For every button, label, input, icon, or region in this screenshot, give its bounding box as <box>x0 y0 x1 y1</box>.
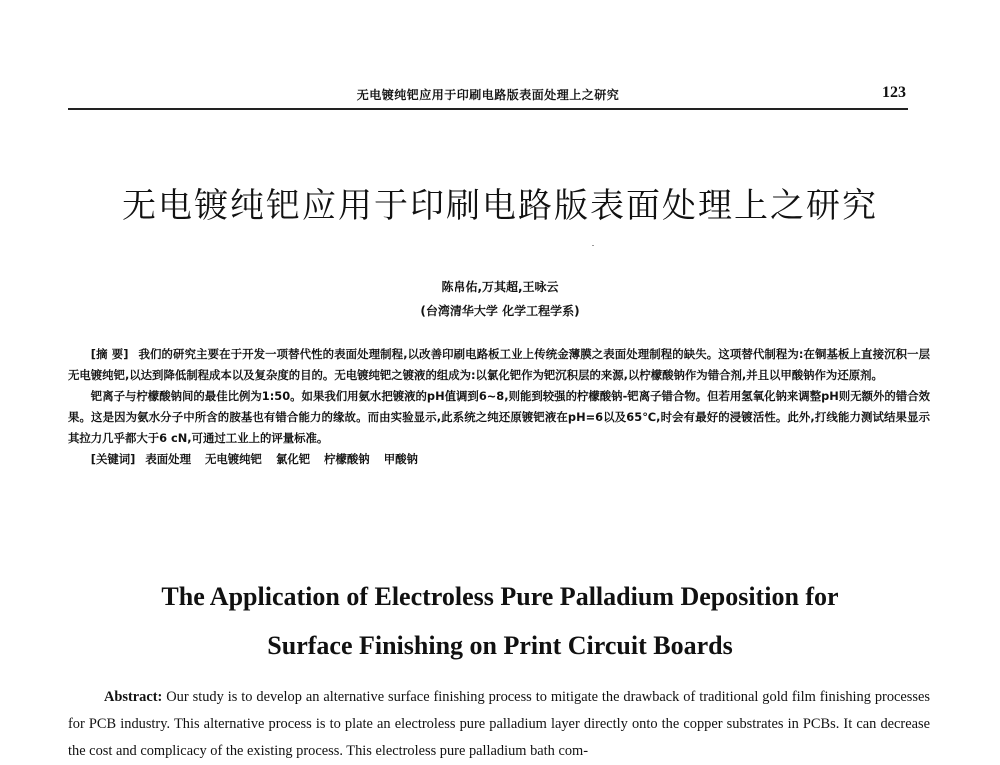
page-number: 123 <box>882 84 906 101</box>
keyword: 氯化钯 <box>275 452 311 466</box>
keywords-label: [关键词] <box>90 452 136 466</box>
english-abstract <box>68 684 930 765</box>
keywords-line <box>68 449 930 470</box>
running-title: 无电镀纯钯应用于印刷电路版表面处理上之研究 <box>356 88 620 102</box>
affiliation: (台湾清华大学 化学工程学系) <box>420 304 580 318</box>
english-title-line-2: Surface Finishing on Print Circuit Boards <box>267 631 733 660</box>
chinese-title: 无电镀纯钯应用于印刷电路版表面处理上之研究 <box>122 186 878 226</box>
speck <box>592 245 594 246</box>
abstract-paragraph-2: 钯离子与柠檬酸钠间的最佳比例为1:50。如果我们用氨水把镀液的pH值调到6~8,则能到较强的柠檬酸钠-钯离子错合物。但若用氢氧化钠来调整pH则无额外的错合效果。这是因为氨水分子中所含的胺基也有错合能力的缘故。而由实验显示,此系统之纯还原镀钯液在pH=6以及65℃,时会有最好的浸镀活性。此外,打线能力测试结果显示其拉力几乎都大于6 cN,可通过工业上的评量标准。 <box>68 389 930 445</box>
english-title <box>0 572 1000 670</box>
keyword: 甲酸钠 <box>383 452 418 466</box>
keyword: 柠檬酸钠 <box>324 452 370 466</box>
authors: 陈帛佑,万其超,王咏云 <box>441 280 559 294</box>
keyword: 无电镀纯钯 <box>204 452 262 466</box>
running-header <box>68 86 908 110</box>
abstract-label: [摘 要] <box>90 347 129 361</box>
abstract-paragraph-1 <box>68 344 930 386</box>
english-abstract-label: Abstract: <box>104 689 163 705</box>
english-abstract-text: Our study is to develop an alternative surface finishing process to mitigate the drawback of traditional gold film finishing processes for PCB industry. This alternative process is to plate an electroless pure palladium layer directly onto the copper substrates in PCBs. It can decrease the cost and complicacy of the existing process. This electroless pure palladium bath com- <box>68 689 930 759</box>
keyword: 表面处理 <box>145 452 191 466</box>
english-abstract-paragraph <box>68 684 930 765</box>
chinese-abstract <box>68 344 930 470</box>
english-title-line-1: The Application of Electroless Pure Palladium Deposition for <box>161 582 839 611</box>
abstract-text-1: 我们的研究主要在于开发一项替代性的表面处理制程,以改善印刷电路板工业上传统金薄膜之表面处理制程的缺失。这项替代制程为:在铜基板上直接沉积一层无电镀纯钯,以达到降低制程成本以及复杂度的目的。无电镀纯钯之镀液的组成为:以氯化钯作为钯沉积层的来源,以柠檬酸钠作为错合剂,并且以甲酸钠作为还原剂。 <box>68 347 930 382</box>
